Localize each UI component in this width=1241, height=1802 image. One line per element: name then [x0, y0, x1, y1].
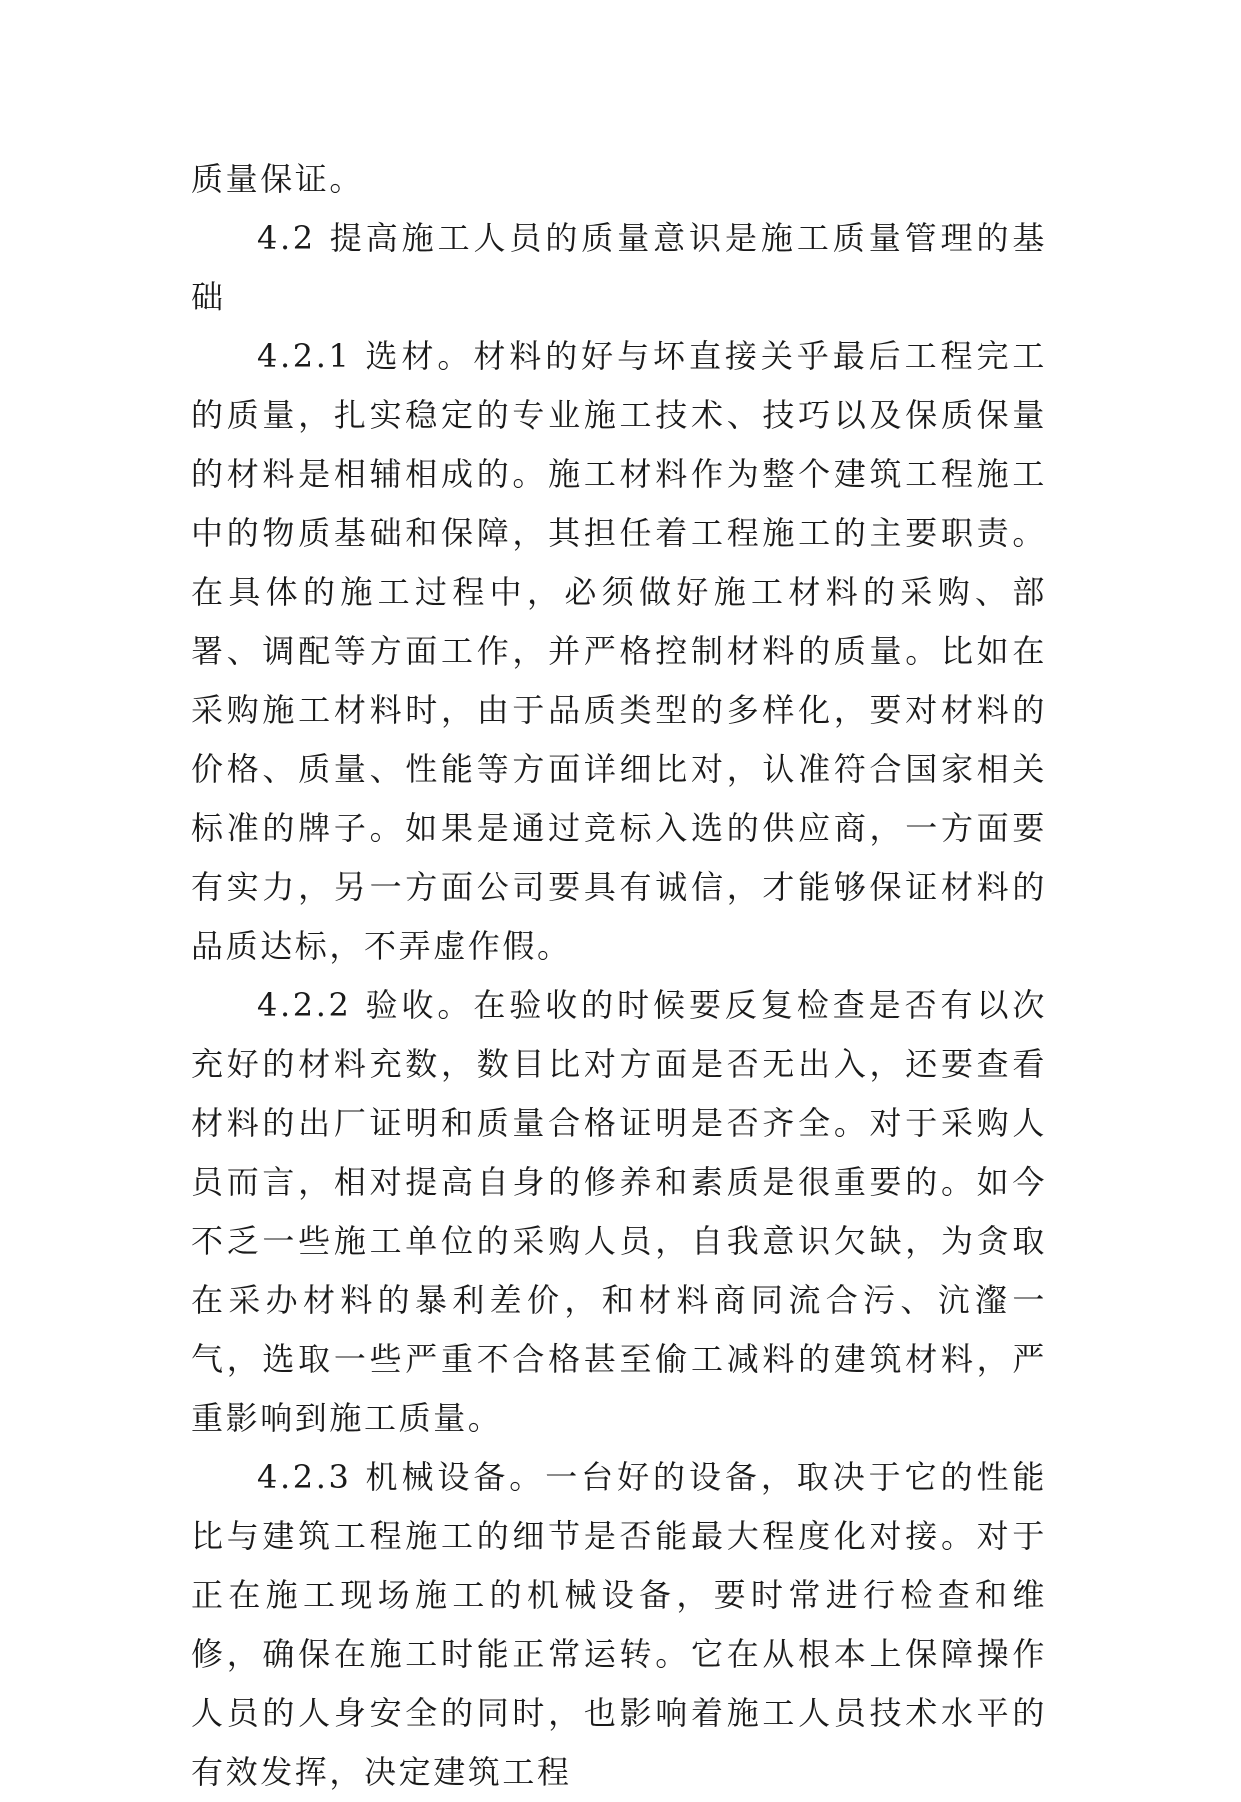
paragraph-4-2-2-acceptance: 4.2.2 验收。在验收的时候要反复检查是否有以次充好的材料充数，数目比对方面是否无出入，还要查看材料的出厂证明和质量合格证明是否齐全。对于采购人员而言，相对提高自身的修养和素质是很重要的。如今不乏一些施工单位的采购人员，自我意识欠缺，为贪取在采办材料的暴利差价，和材料商同流合污、沆瀣一气，选取一些严重不合格甚至偷工减料的建筑材料，严重影响到施工质量。 — [191, 986, 1047, 1437]
paragraph-4-2-1-material-selection: 4.2.1 选材。材料的好与坏直接关乎最后工程完工的质量，扎实稳定的专业施工技术、技巧以及保质保量的材料是相辅相成的。施工材料作为整个建筑工程施工中的物质基础和保障，其担任着工程施工的主要职责。在具体的施工过程中，必须做好施工材料的采购、部署、调配等方面工作，并严格控制材料的质量。比如在采购施工材料时，由于品质类型的多样化，要对材料的价格、质量、性能等方面详细比对，认准符合国家相关标准的牌子。如果是通过竞标入选的供应商，一方面要有实力，另一方面公司要具有诚信，才能够保证材料的品质达标，不弄虚作假。 — [191, 337, 1047, 965]
document-body — [191, 150, 1047, 1802]
section-heading-4-2: 4.2 提高施工人员的质量意识是施工质量管理的基础 — [191, 219, 1047, 316]
paragraph-continuation: 质量保证。 — [191, 160, 365, 198]
paragraph-4-2-3-machinery: 4.2.3 机械设备。一台好的设备，取决于它的性能比与建筑工程施工的细节是否能最大程度化对接。对于正在施工现场施工的机械设备，要时常进行检查和维修，确保在施工时能正常运转。它在从根本上保障操作人员的人身安全的同时，也影响着施工人员技术水平的有效发挥，决定建筑工程 — [191, 1458, 1047, 1791]
